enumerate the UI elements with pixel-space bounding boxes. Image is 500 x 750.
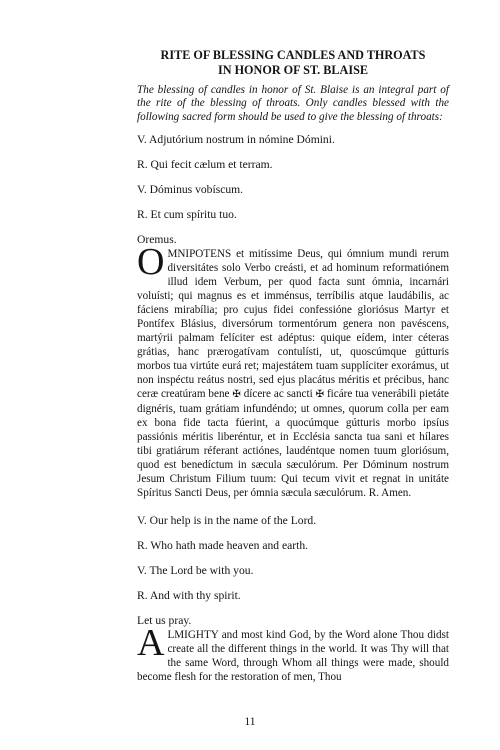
latin-versicle-2: V. Dóminus vobíscum. — [137, 182, 244, 196]
oremus-heading: Oremus. — [137, 232, 177, 246]
title-line-2: IN HONOR OF ST. BLAISE — [217, 62, 368, 77]
page-number: 11 — [244, 716, 256, 728]
latin-dropcap: O — [137, 240, 165, 283]
english-versicle-2: V. The Lord be with you. — [137, 563, 254, 577]
latin-prayer-part-1: MNIPOTENS et mitíssime Deus, qui ómnium mundi rerum diversitátes solo Verbo creásti, et ad hominum reformatiónem illud idem Verbum, per quod facta sunt ómnia, incarnári voluísti; qui magnus es et imménsus, terríbilis atque laudábilis, ac fáciens mirabília; pro cujus fidei confessióne gloriósus Martyr et Pontífex Blásius, diversórum tormentórum genera non pavéscens, martýrii palmam felíciter est adéptus: quique eídem, inter céteras grátias, hanc prærogatívam contulísti, ut, quoscúmque gútturis morbos tua virtúte eurá ret; majestátem tuam supplíciter exorámus, ut non inspéctu reátus nostri, sed ejus placátus méritis et précibus, hanc ceræ creatúram bene — [137, 247, 449, 400]
title-line-1: RITE OF BLESSING CANDLES AND THROATS — [160, 48, 426, 62]
let-us-pray-heading: Let us pray. — [137, 613, 192, 627]
page-content — [137, 48, 449, 684]
latin-prayer-part-3: ficáre tua venerábili pietáte dignéris, tuam grátiam infundéndo; ut omnes, quorum colla per eam ex bona fide tacta fúerint, a quocúmque gútturis morbo ipsíus passiónis méritis liberéntur, et in Ecclésia sancta tua sani et hílares tibi gratiárum réferant actiónes, laudéntque nomen tuum gloriósum, quod est benedíctum in sæcula sæculórum. Per Dóminum nostrum Jesum Christum Filium tuum: Qui tecum vivit et regnat in unitáte Spíritus Sancti Deus, per ómnia sæcula sæculórum. R. Amen. — [137, 387, 449, 499]
english-section — [137, 514, 449, 684]
latin-response-2: R. Et cum spíritu tuo. — [137, 207, 237, 221]
english-response-2: R. And with thy spirit. — [137, 588, 241, 602]
rite-title — [137, 48, 449, 77]
blessing-cross-icon: ✠ — [232, 388, 241, 400]
latin-response-1: R. Qui fecit cælum et terram. — [137, 157, 273, 171]
latin-prayer-part-2: dícere ac sancti — [243, 387, 313, 400]
english-prayer-text: LMIGHTY and most kind God, by the Word alone Thou didst create all the different things in the world. It was Thy will that the same Word, through Whom all things were made, should become flesh for the restoration of men, Thou — [137, 628, 449, 683]
latin-prayer — [137, 240, 449, 500]
english-versicle-1: V. Our help is in the name of the Lord. — [137, 513, 317, 527]
blessing-cross-icon: ✠ — [315, 388, 325, 400]
latin-versicle-1: V. Adjutórium nostrum in nómine Dómini. — [137, 132, 335, 146]
intro-rubric: The blessing of candles in honor of St. Blaise is an integral part of the rite of the blessing of throats. Only candles blessed with the following sacred form should be used to give the blessing of throats: — [137, 84, 449, 123]
english-response-1: R. Who hath made heaven and earth. — [137, 538, 309, 552]
english-prayer — [137, 621, 449, 684]
english-dropcap: A — [137, 621, 165, 664]
